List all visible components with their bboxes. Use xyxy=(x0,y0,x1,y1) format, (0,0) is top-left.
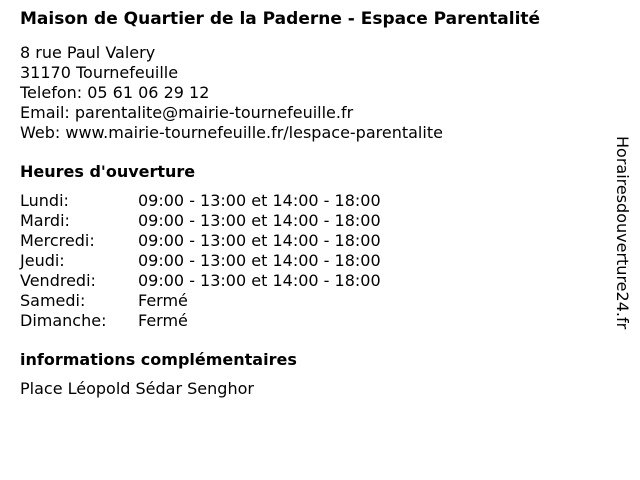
hours-time: Fermé xyxy=(138,291,188,310)
hours-time: 09:00 - 13:00 et 14:00 - 18:00 xyxy=(138,231,381,250)
hours-day: Lundi: xyxy=(20,191,69,210)
hours-table xyxy=(20,191,610,331)
hours-time: Fermé xyxy=(138,311,188,330)
hours-day: Mardi: xyxy=(20,211,70,230)
phone-number: Telefon: 05 61 06 29 12 xyxy=(20,83,210,102)
page-title: Maison de Quartier de la Paderne - Espace Parentalité xyxy=(20,9,541,29)
hours-heading: Heures d'ouverture xyxy=(20,162,196,181)
hours-row-saturday xyxy=(20,291,610,311)
city-postcode: 31170 Tournefeuille xyxy=(20,63,179,82)
hours-row-monday xyxy=(20,191,610,211)
hours-time: 09:00 - 13:00 et 14:00 - 18:00 xyxy=(138,251,381,270)
content xyxy=(20,9,610,399)
address-block xyxy=(20,43,610,143)
hours-time: 09:00 - 13:00 et 14:00 - 18:00 xyxy=(138,191,381,210)
website-url: Web: www.mairie-tournefeuille.fr/lespace-parentalite xyxy=(20,123,443,142)
hours-row-sunday xyxy=(20,311,610,331)
street-address: 8 rue Paul Valery xyxy=(20,43,156,62)
hours-row-friday xyxy=(20,271,610,291)
watermark: Horairesdouverture24.fr xyxy=(613,136,632,330)
hours-day: Dimanche: xyxy=(20,311,107,330)
hours-time: 09:00 - 13:00 et 14:00 - 18:00 xyxy=(138,211,381,230)
info-text: Place Léopold Sédar Senghor xyxy=(20,379,254,398)
email-address: Email: parentalite@mairie-tournefeuille.fr xyxy=(20,103,354,122)
hours-day: Jeudi: xyxy=(20,251,65,270)
hours-row-wednesday xyxy=(20,231,610,251)
hours-time: 09:00 - 13:00 et 14:00 - 18:00 xyxy=(138,271,381,290)
info-heading: informations complémentaires xyxy=(20,350,297,369)
hours-row-thursday xyxy=(20,251,610,271)
hours-row-tuesday xyxy=(20,211,610,231)
hours-day: Mercredi: xyxy=(20,231,95,250)
hours-day: Samedi: xyxy=(20,291,86,310)
hours-day: Vendredi: xyxy=(20,271,96,290)
